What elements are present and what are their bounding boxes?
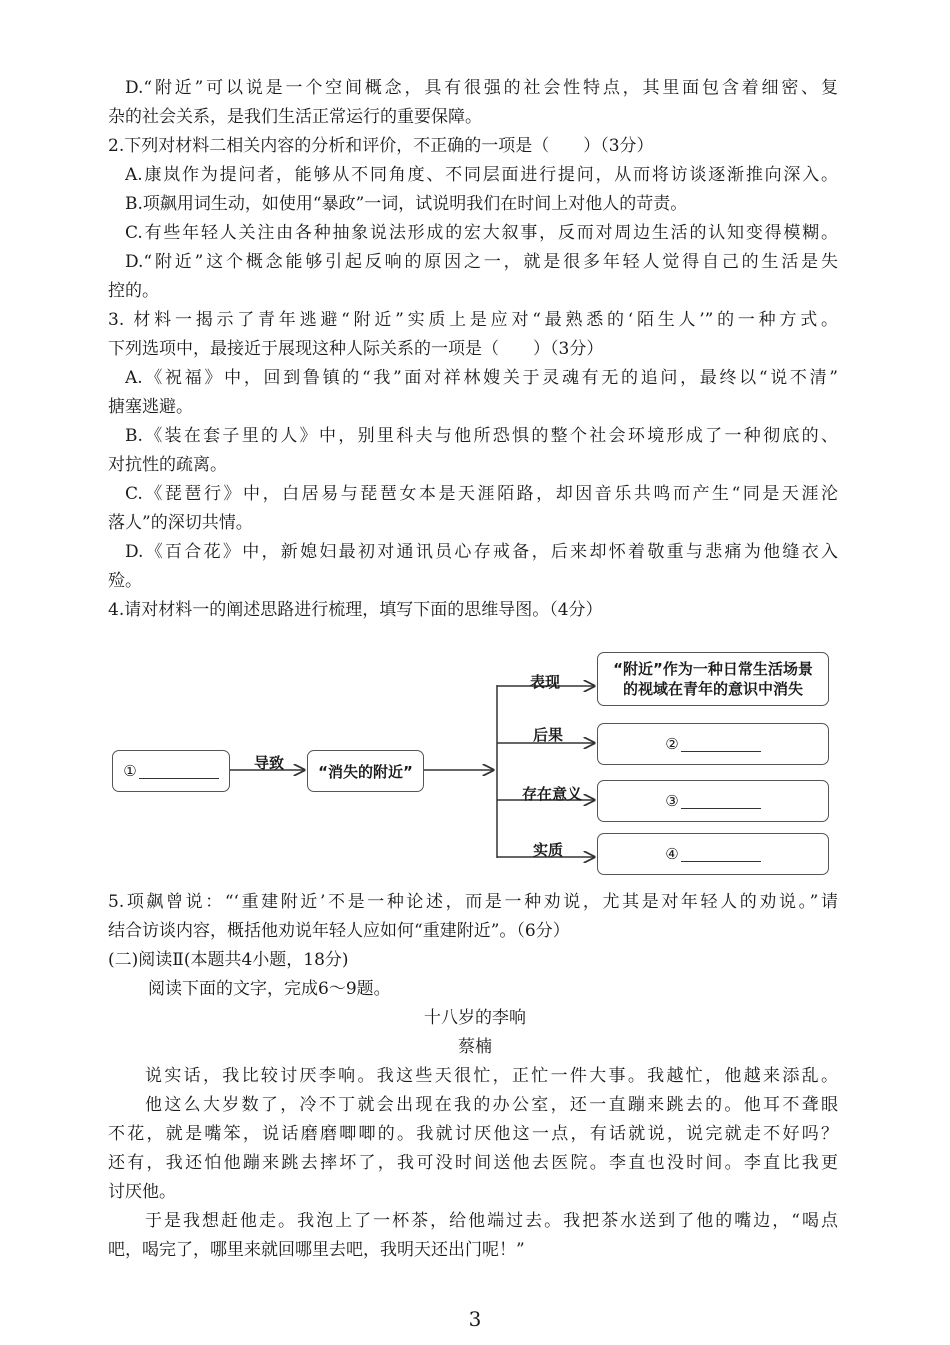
story-line: 说实话，我比较讨厌李响。我这些天很忙，正忙一件大事。我越忙，他越来添乱。 xyxy=(145,1066,838,1086)
q5-stem-cont: 结合访谈内容，概括他劝说年轻人应如何“重建附近”。（6分） xyxy=(108,921,570,941)
branch-box-1: “附近”作为一种日常生活场景的视域在青年的意识中消失 xyxy=(597,652,829,706)
q5-stem: 5.项飙曾说：“‘重建附近’不是一种论述，而是一种劝说，尤其是对年轻人的劝说。”请 xyxy=(108,892,838,912)
answer-line xyxy=(681,794,761,809)
lead-label: 导致 xyxy=(254,754,285,772)
blank-number: ② xyxy=(665,735,679,753)
map-blank-2[interactable] xyxy=(597,723,829,765)
branch-label-1: 表现 xyxy=(530,673,561,691)
q3-option-a-cont: 搪塞逃避。 xyxy=(108,397,193,417)
q4-stem: 4.请对材料一的阐述思路进行梳理，填写下面的思维导图。（4分） xyxy=(108,600,603,620)
blank-number: ③ xyxy=(665,792,679,810)
story-line: 讨厌他。 xyxy=(108,1182,176,1202)
q2-option-b: B.项飙用词生动，如使用“暴政”一词，试说明我们在时间上对他人的苛责。 xyxy=(125,194,688,214)
answer-line xyxy=(681,737,761,752)
q2-option-d-cont: 控的。 xyxy=(108,281,159,301)
q3-option-a: A.《祝福》中，回到鲁镇的“我”面对祥林嫂关于灵魂有无的追问，最终以“说不清” xyxy=(125,368,838,388)
q3-option-b-cont: 对抗性的疏离。 xyxy=(108,455,227,475)
q3-option-b: B.《装在套子里的人》中，别里科夫与他所恐惧的整个社会环境形成了一种彻底的、 xyxy=(125,426,838,446)
story-line: 不花，就是嘴笨，说话磨磨唧唧的。我就讨厌他这一点，有话就说，说完就走不好吗？ xyxy=(108,1124,838,1144)
story-line: 他这么大岁数了，冷不丁就会出现在我的办公室，还一直蹦来跳去的。他耳不聋眼 xyxy=(145,1095,838,1115)
q3-option-c-cont: 落人”的深切共情。 xyxy=(108,513,253,533)
map-blank-3[interactable] xyxy=(597,780,829,822)
q3-option-d-cont: 殓。 xyxy=(108,571,142,591)
section-instruction: 阅读下面的文字，完成6～9题。 xyxy=(148,979,391,999)
q1-option-d-cont: 杂的社会关系，是我们生活正常运行的重要保障。 xyxy=(108,107,482,127)
branch-label-4: 实质 xyxy=(533,841,564,859)
story-line: 还有，我还怕他蹦来跳去摔坏了，我可没时间送他去医院。李直也没时间。李直比我更 xyxy=(108,1153,838,1173)
story-author: 蔡楠 xyxy=(458,1037,492,1057)
blank-number: ① xyxy=(123,762,137,780)
section-heading: (二)阅读Ⅱ(本题共4小题，18分) xyxy=(108,950,349,970)
blank-number: ④ xyxy=(665,845,679,863)
q3-option-c: C.《琵琶行》中，白居易与琵琶女本是天涯陌路，却因音乐共鸣而产生“同是天涯沦 xyxy=(125,484,838,504)
page-number: 3 xyxy=(468,1307,482,1331)
map-blank-1[interactable] xyxy=(112,750,230,792)
q2-option-a: A.康岚作为提问者，能够从不同角度、不同层面进行提问，从而将访谈逐渐推向深入。 xyxy=(125,165,838,185)
q3-stem-cont: 下列选项中，最接近于展现这种人际关系的一项是（ ）（3分） xyxy=(108,339,604,359)
branch-label-3: 存在意义 xyxy=(522,785,583,803)
q3-option-d: D.《百合花》中，新媳妇最初对通讯员心存戒备，后来却怀着敬重与悲痛为他缝衣入 xyxy=(125,542,838,562)
branch-label-2: 后果 xyxy=(533,726,564,744)
center-node: “消失的附近” xyxy=(307,750,424,792)
q1-option-d: D.“附近”可以说是一个空间概念，具有很强的社会性特点，其里面包含着细密、复 xyxy=(125,78,838,98)
q3-stem: 3. 材料一揭示了青年逃避“附近”实质上是应对“最熟悉的‘陌生人’”的一种方式。 xyxy=(108,310,838,330)
story-line: 于是我想赶他走。我泡上了一杯茶，给他端过去。我把茶水送到了他的嘴边，“喝点 xyxy=(145,1211,838,1231)
story-line: 吧，喝完了，哪里来就回哪里去吧，我明天还出门呢！” xyxy=(108,1240,525,1260)
q2-option-d: D.“附近”这个概念能够引起反响的原因之一，就是很多年轻人觉得自己的生活是失 xyxy=(125,252,838,272)
answer-line xyxy=(681,847,761,862)
story-title: 十八岁的李响 xyxy=(424,1008,526,1028)
q2-stem: 2.下列对材料二相关内容的分析和评价，不正确的一项是（ ）（3分） xyxy=(108,136,654,156)
map-blank-4[interactable] xyxy=(597,833,829,875)
answer-line xyxy=(139,764,219,779)
q2-option-c: C.有些年轻人关注由各种抽象说法形成的宏大叙事，反而对周边生活的认知变得模糊。 xyxy=(125,223,838,243)
